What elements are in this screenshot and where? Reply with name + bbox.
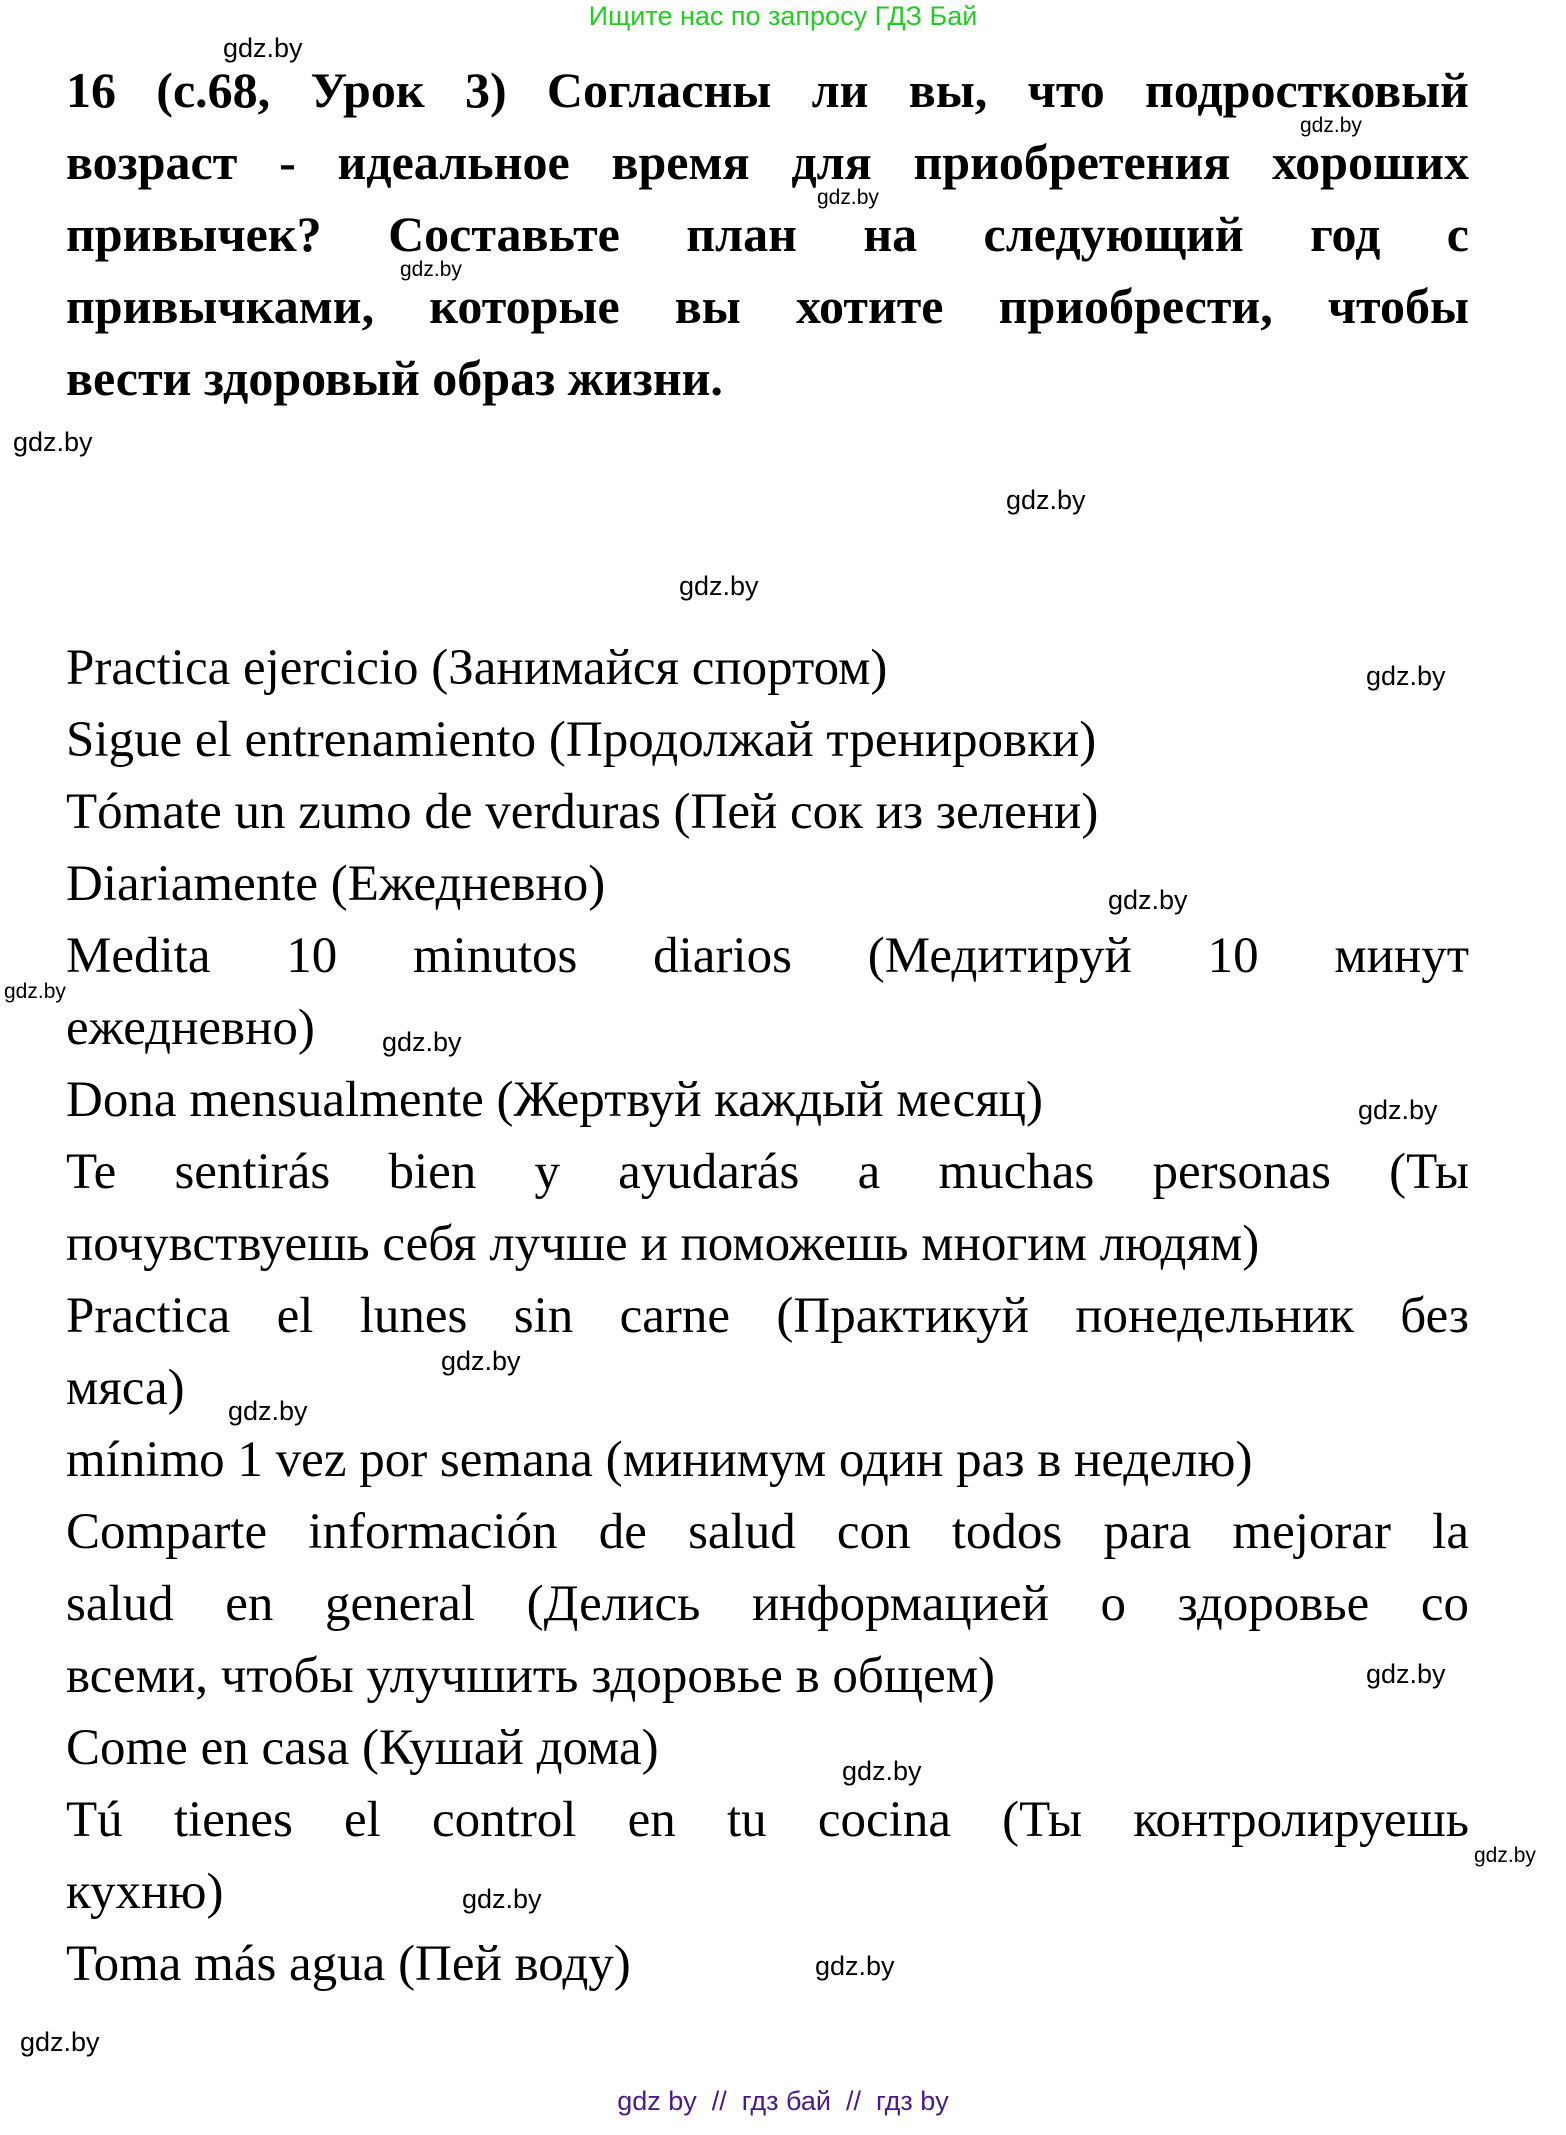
answer-line: всеми, чтобы улучшить здоровье в общем) [66,1648,996,1704]
answer-line: Toma más agua (Пей воду) [66,1936,631,1992]
answer-line: Dona mensualmente (Жертвуй каждый месяц) [66,1072,1043,1128]
title-line: 16 (с.68, Урок 3) Согласны ли вы, что подростковый [66,62,1469,118]
watermark: gdz.by [817,186,879,209]
watermark: gdz.by [1108,885,1188,915]
answer-text [66,640,1469,2008]
watermark: gdz.by [13,427,93,457]
answer-line: Practica ejercicio (Занимайся спортом) [66,640,888,696]
watermark: gdz.by [1300,114,1362,137]
watermark: gdz.by [4,980,66,1003]
answer-line: мяса) [66,1360,185,1416]
watermark: gdz.by [382,1027,462,1057]
watermark: gdz.by [815,1951,895,1981]
answer-line: почувствуешь себя лучше и поможешь многим людям) [66,1216,1260,1272]
search-banner[interactable]: Ищите нас по запросу ГДЗ Бай [588,1,978,31]
title-line: привычек? Составьте план на следующий год с [66,206,1469,262]
answer-line: кухню) [66,1864,224,1920]
watermark: gdz.by [20,2027,100,2057]
watermark: gdz.by [1474,1844,1536,1867]
watermark: gdz.by [441,1346,521,1376]
watermark: gdz.by [842,1756,922,1786]
answer-line: Sigue el entrenamiento (Продолжай тренировки) [66,712,1097,768]
watermark: gdz.by [462,1884,542,1914]
answer-line: Te sentirás bien y ayudarás a muchas personas (Ты [66,1144,1469,1200]
answer-line: Practica el lunes sin carne (Практикуй понедельник без [66,1288,1469,1344]
watermark: gdz.by [228,1396,308,1426]
footer-links[interactable]: gdz by // гдз бай // гдз by [617,2086,949,2116]
answer-line: mínimo 1 vez por semana (минимум один раз в неделю) [66,1432,1253,1488]
answer-line: Medita 10 minutos diarios (Медитируй 10 минут [66,928,1469,984]
title-line: привычками, которые вы хотите приобрести, чтобы [66,278,1469,334]
answer-line: Tú tienes el control en tu cocina (Ты контролируешь [66,1792,1469,1848]
answer-line: ежедневно) [66,1000,315,1056]
watermark: gdz.by [1358,1095,1438,1125]
watermark: gdz.by [400,258,462,281]
task-title [66,62,1469,425]
answer-line: Come en casa (Кушай дома) [66,1720,659,1776]
answer-line: salud en general (Делись информацией о здоровье со [66,1576,1469,1632]
answer-line: Diariamente (Ежедневно) [66,856,606,912]
watermark: gdz.by [1366,1659,1446,1689]
watermark: gdz.by [679,571,759,601]
answer-line: Comparte información de salud con todos para mejorar la [66,1504,1469,1560]
watermark: gdz.by [1366,661,1446,691]
title-line: возраст - идеальное время для приобретения хороших [66,134,1469,190]
title-line: вести здоровый образ жизни. [66,350,723,406]
answer-line: Tómate un zumo de verduras (Пей сок из зелени) [66,784,1099,840]
watermark: gdz.by [223,33,303,63]
watermark: gdz.by [1006,485,1086,515]
